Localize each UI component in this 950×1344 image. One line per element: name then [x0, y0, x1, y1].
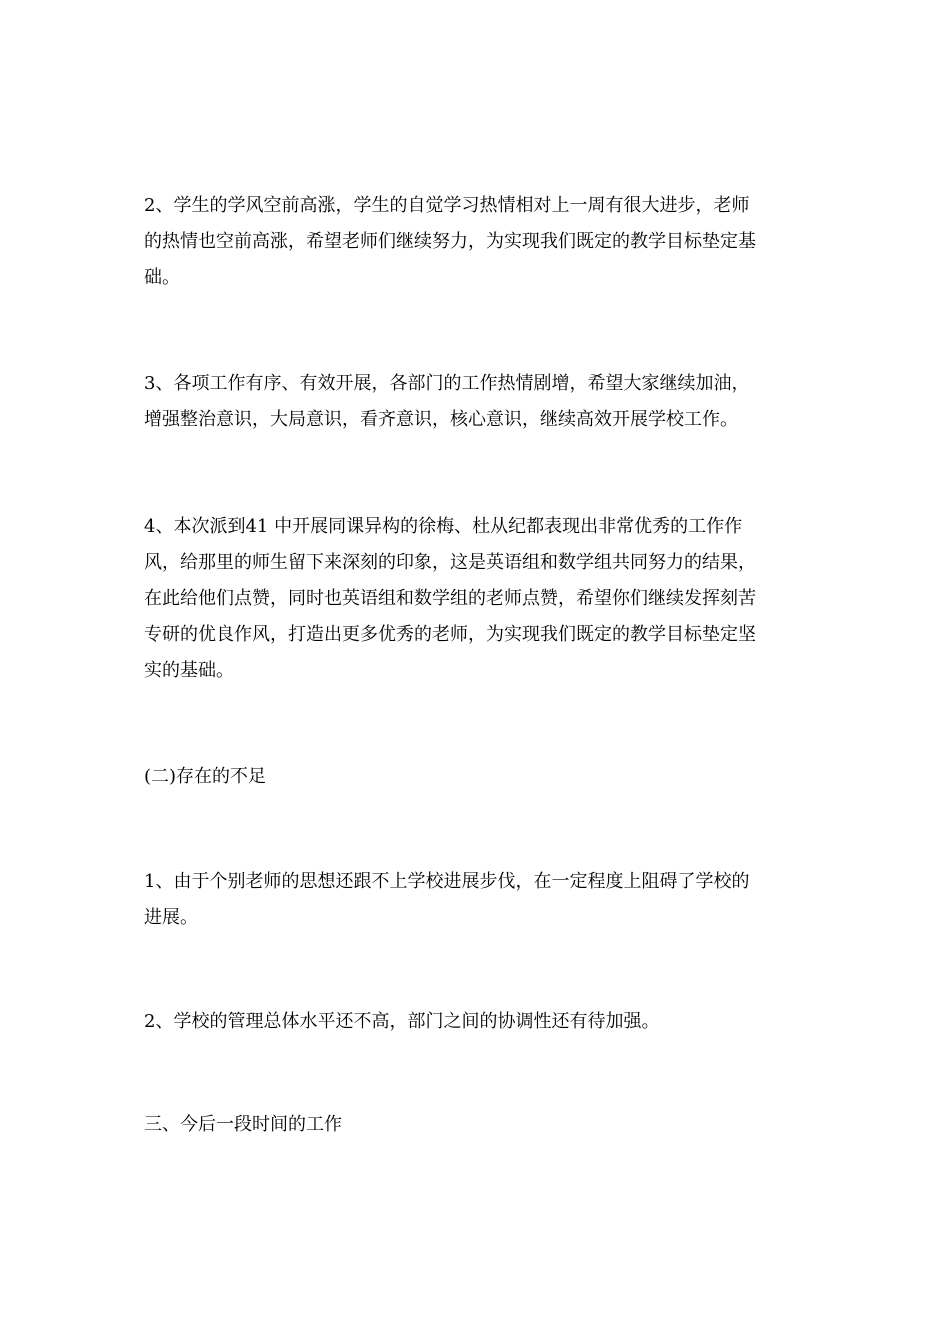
text-line: 实的基础。: [144, 660, 234, 681]
text-line: 进展。: [144, 907, 198, 928]
section-heading-future-work: [144, 1107, 804, 1143]
paragraph-shortcoming-1: [144, 864, 804, 936]
text-line: 2、学校的管理总体水平还不高，部门之间的协调性还有待加强。: [144, 1011, 660, 1032]
text-line: 风，给那里的师生留下来深刻的印象，这是英语组和数学组共同努力的结果，: [144, 552, 756, 573]
text-line: 4、本次派到41 中开展同课异构的徐梅、杜从纪都表现出非常优秀的工作作: [144, 516, 743, 537]
text-line: 3、各项工作有序、有效开展，各部门的工作热情剧增，希望大家继续加油，: [144, 373, 750, 394]
paragraph-work-progress: [144, 366, 804, 438]
text-line: 三、今后一段时间的工作: [144, 1114, 342, 1135]
text-line: 础。: [144, 267, 180, 288]
paragraph-teacher-praise: [144, 509, 804, 689]
paragraph-student-study-progress: [144, 188, 804, 296]
text-line: 专研的优良作风，打造出更多优秀的老师，为实现我们既定的教学目标垫定坚: [144, 624, 756, 645]
paragraph-shortcoming-2: [144, 1004, 804, 1040]
text-line: 2、学生的学风空前高涨，学生的自觉学习热情相对上一周有很大进步，老师: [144, 195, 750, 216]
text-line: 在此给他们点赞，同时也英语组和数学组的老师点赞，希望你们继续发挥刻苦: [144, 588, 756, 609]
text-line: 的热情也空前高涨，希望老师们继续努力，为实现我们既定的教学目标垫定基: [144, 231, 756, 252]
text-line: (二)存在的不足: [144, 766, 267, 787]
section-heading-shortcomings: [144, 759, 804, 795]
text-line: 增强整治意识，大局意识，看齐意识，核心意识，继续高效开展学校工作。: [144, 409, 738, 430]
text-line: 1、由于个别老师的思想还跟不上学校进展步伐，在一定程度上阻碍了学校的: [144, 871, 750, 892]
